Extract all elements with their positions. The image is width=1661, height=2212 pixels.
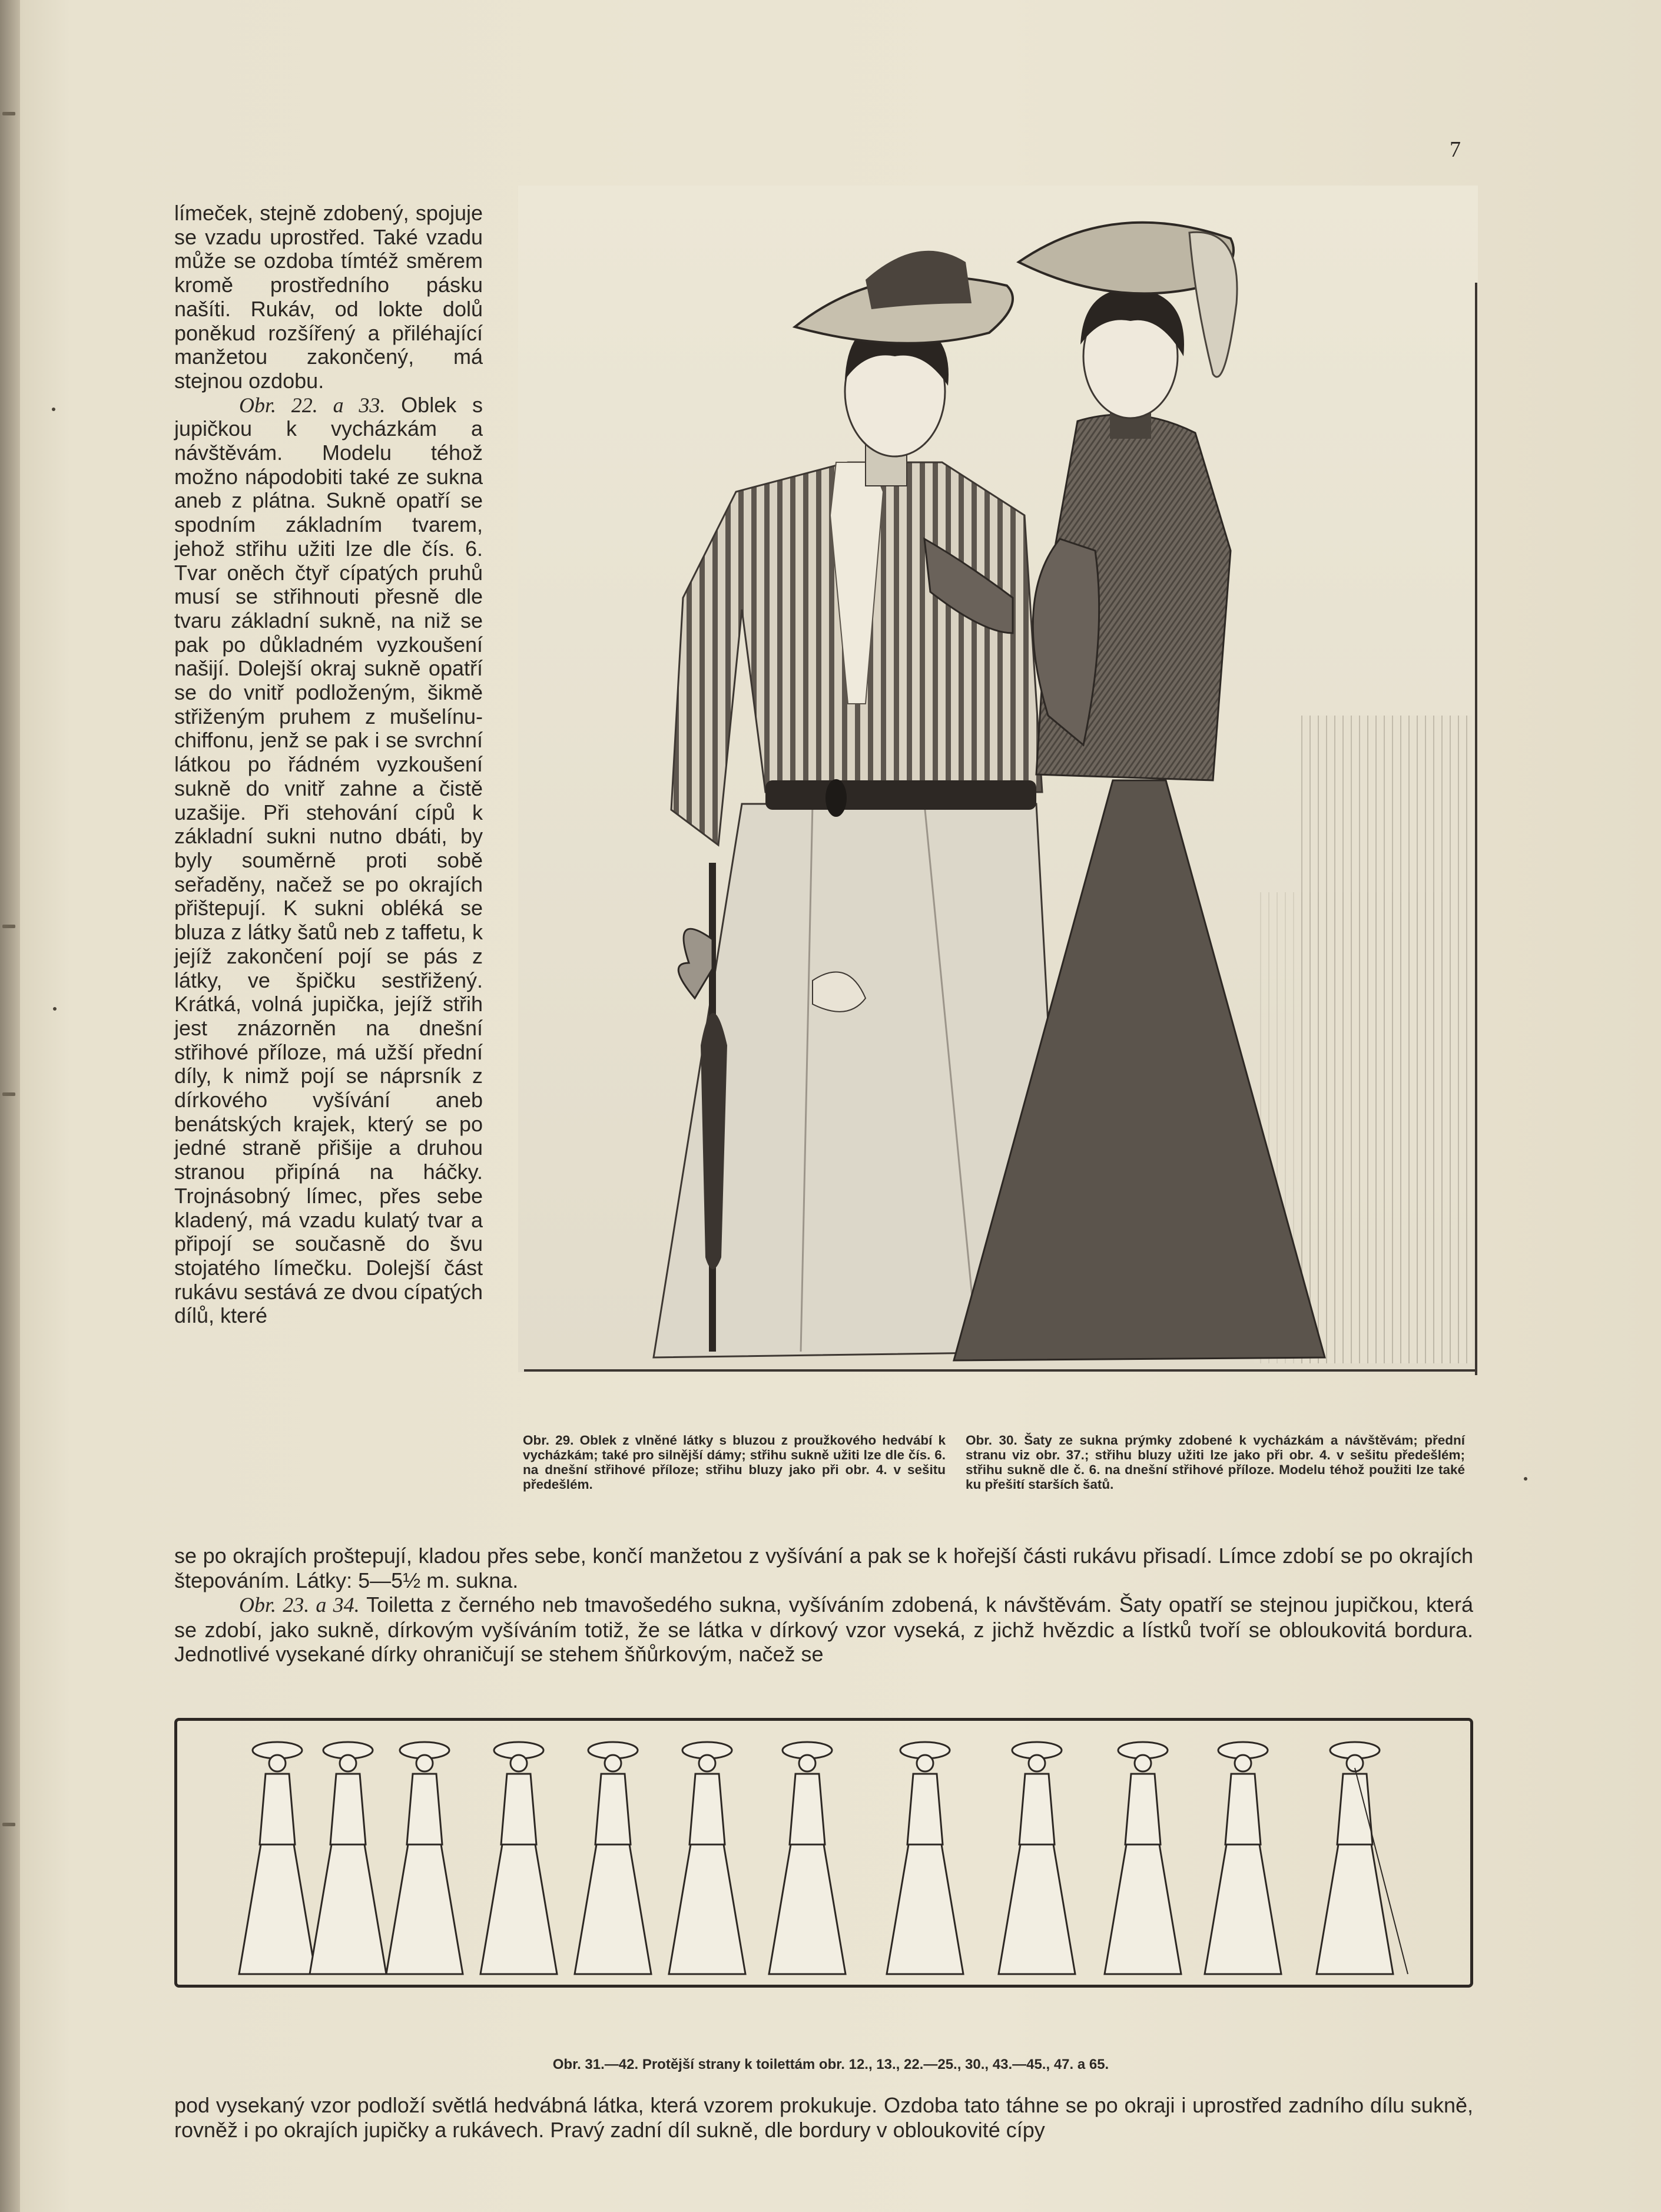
speck	[53, 1007, 57, 1011]
binding-mark	[2, 112, 15, 115]
left-column-text	[174, 201, 483, 1328]
binding-mark	[2, 925, 15, 928]
caption-figure-29: Obr. 29. Oblek z vlněné látky s bluzou z proužkového hedvábí k vycházkám; také pro silnější dámy; střihu sukně užiti lze dle čís. 6. na dnešní střihové příloze; střihu bluzy jako při obr. 4. v sešitu předešlém.	[523, 1433, 946, 1492]
figure-floor-line	[524, 1369, 1477, 1372]
paragraph: pod vysekaný vzor podloží světlá hedvábná látka, která vzorem prokukuje. Ozdoba tato táhne se po okraji i uprostřed zadního dílu sukně, rovněž i po okrajích jupičky a rukávech. Pravý zadní díl sukně, dle bordury v obloukovité cípy	[174, 2093, 1473, 2142]
body-text-bottom	[174, 2093, 1473, 2142]
speck	[52, 408, 55, 411]
page-number: 7	[1450, 137, 1461, 162]
figure-reference: Obr. 22. a 33.	[239, 393, 386, 417]
paragraph-text: Oblek s jupičkou k vycházkám a návštěvám. Modelu téhož možno nápodobiti také ze sukna aneb z plátna. Sukně opatří se spodním základním tvarem, jehož střihu užiti lze dle čís. 6. Tvar oněch čtyř cípatých pruhů musí se střihnouti přesně dle tvaru základní sukně, na niž se pak po důkladném vyzkoušení našijí. Dolejší okraj sukně opatří se do vnitř podloženým, šikmě střiženým pruhem z mušelínu-chiffonu, jenž se pak i se svrchní látkou po řádném vyzkoušení sukně do vnitř zahne a čistě uzašije. Při stehování cípů k základní sukni nutno dbáti, by byly souměrně proti sobě seřaděny, načež se po okrajích přištepují. K sukni obléká se bluza z látky šatů neb z taffetu, k jejíž zakončení pojí se pás z látky, ve špičku sestřižený. Krátká, volná jupička, jejíž střih jest znázorněn na dnešní střihové příloze, má užší přední díly, k nimž pojí se náprsník z dírkového vyšívání aneb benátských krajek, který se po jedné straně přišije a druhou stranou připíná na háčky. Trojnásobný límec, přes sebe kladený, má vzadu kulatý tvar a připojí se současně do švu stojatého límečku. Dolejší část rukávu sestává ze dvou cípatých dílů, které	[174, 392, 483, 1328]
binding-edge	[0, 0, 20, 2212]
paragraph: se po okrajích proštepují, kladou přes sebe, končí manžetou z vyšívání a pak se k hořejší části rukávu přisadí. Límce zdobí se po okrajích štepováním. Látky: 5—5½ m. sukna.	[174, 1544, 1473, 1592]
paragraph	[174, 393, 483, 1328]
paragraph	[174, 1592, 1473, 1667]
fashion-strip-panel	[174, 1718, 1473, 1988]
paragraph: límeček, stejně zdobený, spojuje se vzadu uprostřed. Také vzadu může se ozdoba tímtéž směrem kromě prostředního pásku našíti. Rukáv, od lokte dolů poněkud rozšířený a přiléhající manžetou zakončený, má stejnou ozdobu.	[174, 201, 483, 393]
speck	[1524, 1477, 1527, 1481]
figure-rule	[1475, 283, 1477, 1375]
body-text-middle	[174, 1544, 1473, 1667]
fashion-illustration	[518, 186, 1478, 1372]
binding-mark	[2, 1092, 15, 1096]
paragraph-text: Toiletta z černého neb tmavošedého sukna, vyšíváním zdobená, k návštěvám. Šaty opatří se stejnou jupičkou, která se zdobí, jako sukně, dírkovým vyšíváním totiž, že se látka v dírkový vzor vyseká, z jichž hvězdic a lístků tvoří se obloukovitá bordura. Jednotlivé vysekané dírky ohraničují se stehem šňůrkovým, načež se	[174, 1592, 1473, 1666]
figure-reference: Obr. 23. a 34.	[239, 1593, 360, 1617]
strip-caption: Obr. 31.—42. Protější strany k toilettám obr. 12., 13., 22.—25., 30., 43.—45., 47. a 65.	[552, 2057, 1109, 2072]
caption-figure-30: Obr. 30. Šaty ze sukna prýmky zdobené k vycházkám a návštěvám; přední stranu viz obr. 37.; střihu bluzy užiti lze jako při obr. 4. v sešitu předešlém; střihu sukně dle č. 6. na dnešní střihové příloze. Modelu téhož použiti lze také ku přešití starších šatů.	[966, 1433, 1465, 1492]
binding-mark	[2, 1823, 15, 1826]
illustration-two-ladies	[518, 186, 1478, 1372]
fashion-strip-illustration	[177, 1721, 1476, 1991]
